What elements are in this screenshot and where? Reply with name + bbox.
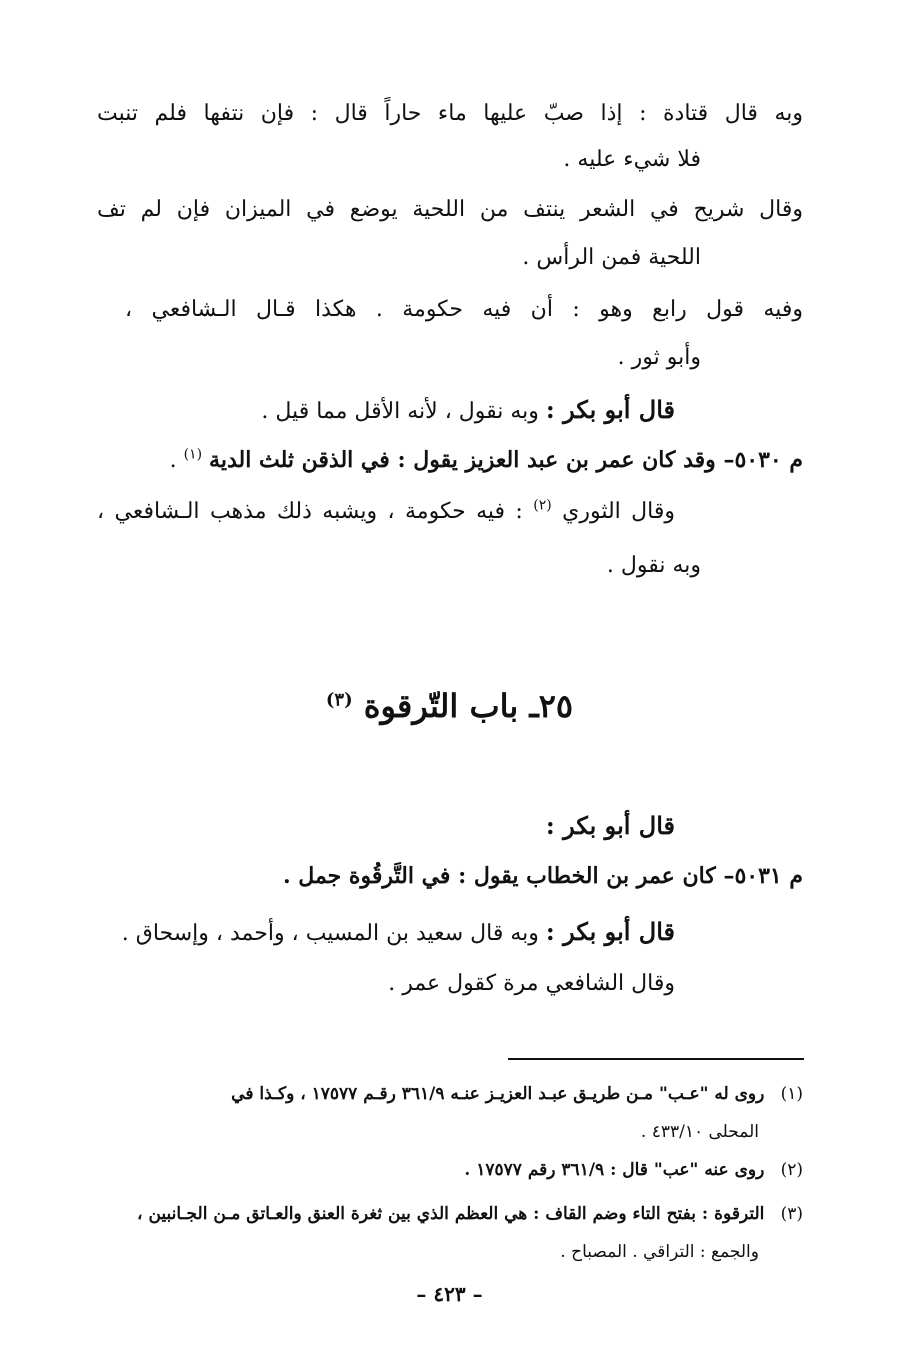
- abu-bakr-lead-3: قال أبو بكر :: [545, 917, 675, 946]
- shafii-statement: وقال الشافعي مرة كقول عمر .: [388, 971, 675, 996]
- footnote-2: [97, 1154, 803, 1186]
- section-lead-1: [75, 806, 675, 848]
- footnote-ref-3: (٣): [325, 689, 353, 711]
- abu-bakr-text-1: وبه نقول ، لأنه الأقل مما قيل .: [261, 399, 539, 424]
- paragraph-6-line-1: [97, 492, 675, 532]
- paragraph-3-line-2: وأبو ثور .: [617, 345, 701, 370]
- abu-bakr-text-2: وبه قال سعيد بن المسيب ، وأحمد ، وإسحاق .: [121, 921, 539, 946]
- footnote-2-text: روى عنه "عب" قال : ٣٦١/٩ رقم ١٧٥٧٧ .: [464, 1160, 765, 1180]
- page-number: – ٤٢٣ –: [416, 1282, 483, 1306]
- abu-bakr-statement-1: [75, 390, 675, 432]
- footnote-1-text: روى له "عـب" مـن طريـق عبـد العزيـز عنـه ٣٦١/٩ رقـم ١٧٥٧٧ ، وكـذا في: [231, 1084, 765, 1104]
- thawri-text-b: : فيه حكومة ، ويشبه ذلك مذهب الـشافعي ،: [97, 499, 523, 524]
- paragraph-1-line-1: وبه قال قتادة : إذا صبّ عليها ماء حاراً قال : فإن نتفها فلم تنبت: [97, 101, 803, 126]
- footnote-3-line-1: [97, 1198, 803, 1230]
- paragraph-1-line-2: فلا شيء عليه .: [563, 147, 701, 172]
- footnote-3-line-2: والجمع : التراقي . المصباح .: [560, 1242, 759, 1262]
- paragraph-2-line-2: اللحية فمن الرأس .: [522, 245, 701, 270]
- footnote-separator: [508, 1058, 804, 1060]
- thawri-text-a: وقال الثوري: [562, 499, 676, 524]
- item-5030: [83, 440, 803, 481]
- footnote-3-number: (٣): [780, 1204, 803, 1224]
- footnote-2-number: (٢): [780, 1160, 803, 1180]
- abu-bakr-lead-1: قال أبو بكر :: [545, 395, 675, 424]
- chapter-title: ٢٥ـ باب التّرقوة: [363, 687, 574, 725]
- item-5030-text: م ٥٠٣٠– وقد كان عمر بن عبد العزيز يقول : في الذقن ثلث الدية: [209, 447, 803, 473]
- abu-bakr-statement-2: [75, 912, 675, 954]
- paragraph-6-line-2: وبه نقول .: [606, 553, 701, 578]
- item-5030-end: .: [169, 448, 184, 473]
- footnote-ref-2: (٢): [533, 497, 552, 514]
- paragraph-2-line-1: وقال شريح في الشعر ينتف من اللحية يوضع في الميزان فإن لم تف: [97, 197, 803, 222]
- abu-bakr-lead-2: قال أبو بكر :: [545, 811, 675, 840]
- footnote-1-line-2: المحلى ٤٣٣/١٠ .: [640, 1122, 759, 1142]
- chapter-heading: [0, 678, 899, 734]
- footnote-3-text: الترقوة : بفتح التاء وضم القاف : هي العظم الذي بين ثغرة العنق والعـاتق مـن الجـانبين ،: [137, 1204, 765, 1224]
- item-5031: م ٥٠٣١– كان عمر بن الخطاب يقول : في التَّرقُوة جمل .: [282, 863, 803, 889]
- footnote-1-number: (١): [780, 1084, 803, 1104]
- footnote-ref-1: (١): [183, 446, 203, 463]
- paragraph-3-line-1: وفيه قول رابع وهو : أن فيه حكومة . هكذا قـال الـشافعي ،: [125, 297, 803, 322]
- footnote-1-line-1: [97, 1078, 803, 1110]
